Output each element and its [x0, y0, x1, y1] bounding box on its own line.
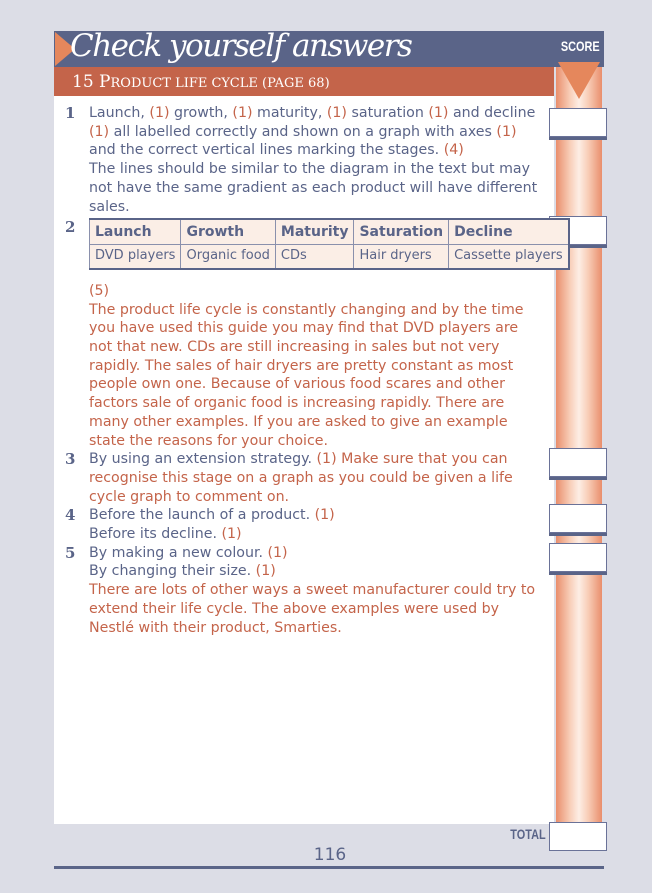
answer-1-text: [89, 104, 545, 160]
mark: (1): [326, 105, 347, 121]
answer-3-text: [89, 450, 545, 506]
total-label: TOTAL: [510, 826, 546, 842]
question-number: 1: [65, 104, 76, 122]
answer-text: Before the launch of a product.: [89, 507, 315, 524]
question-number: 5: [65, 543, 76, 562]
answer-3: [65, 450, 545, 506]
table-cell: CDs: [275, 245, 354, 269]
table-cell: Cassette players: [449, 245, 569, 269]
answer-text: By making a new colour.: [89, 544, 268, 561]
mark: (1): [149, 105, 170, 121]
answer-2-mark: (5): [89, 282, 110, 299]
table-header: Saturation: [354, 219, 449, 245]
answers-content: [65, 104, 563, 637]
mark: (1): [267, 544, 288, 561]
footer-rule: [54, 866, 604, 869]
section-title-rest: RODUCT LIFE CYCLE: [110, 76, 262, 91]
mark: (1): [428, 105, 449, 121]
mark: (1): [221, 526, 242, 543]
section-title: [72, 70, 330, 94]
answer-2-table: [89, 218, 570, 270]
total-score-box[interactable]: [549, 822, 607, 851]
page-number: 116: [313, 845, 347, 865]
answer-text: saturation: [346, 105, 429, 121]
answer-text: and the correct vertical lines marking the stages.: [89, 142, 444, 159]
answer-text: and decline: [448, 105, 536, 121]
table-cell: DVD players: [90, 245, 181, 269]
question-number: 3: [65, 450, 76, 469]
answer-text: growth,: [169, 105, 233, 121]
mark: (1): [232, 105, 253, 121]
answer-5-line2: [89, 562, 545, 581]
section-page-ref: (PAGE 68): [262, 76, 330, 91]
mark: (1): [314, 507, 335, 524]
mark: (1): [316, 451, 337, 468]
answer-text: By using an extension strategy.: [89, 451, 317, 468]
answer-2-explanation: The product life cycle is constantly changing and by the time you have used this guide you may find that DVD players are not that new. CDs are still increasing in sales but not very rapidly. The sales of hair dryers are pretty constant as most people own one. Because of various food scares and other factors sale of organic food is increasing rapidly. There are many other examples. If you are asked to give an example state the reasons for your choice.: [89, 301, 524, 449]
answer-4: [65, 506, 545, 543]
question-number: 2: [65, 218, 76, 237]
mark: (1): [496, 123, 517, 140]
answer-1: [65, 104, 545, 216]
answer-tip: Make sure that you can recognise this stage on a graph as you could be given a life cycle graph to comment on.: [89, 451, 513, 505]
score-box-q1[interactable]: [549, 108, 607, 137]
table-header: Launch: [90, 219, 181, 245]
table-cell: Organic food: [181, 245, 275, 269]
mark: (1): [255, 563, 276, 580]
question-number: 4: [65, 506, 76, 525]
score-label: SCORE: [560, 38, 600, 54]
answer-1-note: The lines should be similar to the diagram in the text but may not have the same gradient as each product will have different sales.: [89, 161, 538, 215]
table-cell: Hair dryers: [354, 245, 449, 269]
answer-text: maturity,: [252, 105, 327, 121]
table-row: [90, 245, 569, 269]
answer-5-line1: [89, 544, 545, 563]
section-number: 15: [72, 72, 94, 92]
score-box-q3[interactable]: [549, 448, 607, 477]
table-header-row: [90, 219, 569, 245]
answer-text: Before its decline.: [89, 526, 222, 543]
answer-text: Launch,: [89, 105, 150, 121]
table-header: Growth: [181, 219, 275, 245]
mark: (1): [89, 123, 110, 140]
score-box-q5[interactable]: [549, 543, 607, 572]
score-arrow-icon: [558, 62, 600, 99]
answer-text: all labelled correctly and shown on a graph with axes: [109, 123, 497, 140]
answer-5-note: There are lots of other ways a sweet manufacturer could try to extend their life cycle. The above examples were used by Nestlé with their product, Smarties.: [89, 582, 536, 636]
section-title-initial: P: [99, 72, 111, 92]
answer-5: [65, 544, 545, 638]
page-title: Check yourself answers: [70, 28, 412, 64]
answer-text: By changing their size.: [89, 563, 256, 580]
answer-4-line2: [89, 525, 545, 544]
table-header: Decline: [449, 219, 569, 245]
answer-2: [65, 218, 563, 450]
score-column: [556, 67, 602, 822]
answer-4-line1: [89, 506, 545, 525]
score-box-q4[interactable]: [549, 504, 607, 533]
mark: (4): [443, 142, 464, 159]
table-header: Maturity: [275, 219, 354, 245]
